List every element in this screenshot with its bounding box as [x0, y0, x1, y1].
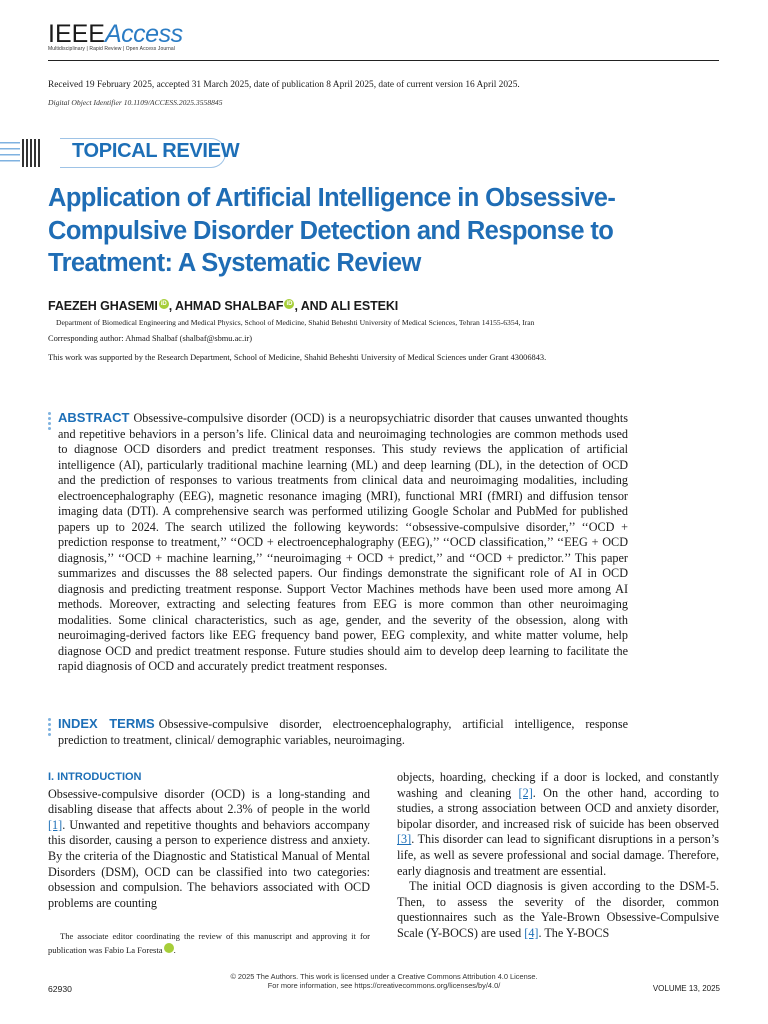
doi-line: Digital Object Identifier 10.1109/ACCESS.2025.3558845	[48, 98, 223, 107]
abstract-dots-icon	[48, 412, 51, 432]
paragraph	[48, 787, 370, 912]
author-list	[48, 299, 398, 313]
author-name: AHMAD SHALBAF	[175, 299, 284, 314]
orcid-icon[interactable]: iD	[284, 299, 294, 309]
citation-link[interactable]: [4]	[524, 925, 539, 940]
body-column-right	[397, 770, 719, 942]
license-line: © 2025 The Authors. This work is licensed under a Creative Commons Attribution 4.0 License.	[230, 972, 538, 981]
journal-logo	[48, 22, 183, 47]
abstract	[58, 410, 628, 675]
index-terms-dots-icon	[48, 718, 51, 738]
abstract-text: Obsessive-compulsive disorder (OCD) is a neuropsychiatric disorder that causes unwanted thoughts and repetitive behaviors in a person’s life. Clinical data and neuroimaging technologies are common methods used to diagnose OCD disorders and predict treatment responses. This study reviews the application of artificial intelligence (AI), particularly traditional machine learning (ML) and deep learning (DL), in the detection of OCD and the prediction of responses to various treatments from clinical data and neuroimaging modalities, including electroencephalography (EEG), magnetic resonance imaging (MRI), functional MRI (fMRI) and diffusion tensor imaging data (DTI). A comprehensive search was performed utilizing Google Scholar and PubMed for published papers up to 2024. The search utilized the following keywords: ‘‘obsessive-compulsive disorder,’’ ‘‘OCD + prediction response to treatment,’’ ‘‘OCD + electroencephalography (EEG),’’ ‘‘OCD classification,’’ ‘‘EEG + OCD diagnosis,’’ ‘‘OCD + machine learning,’’ ‘‘neuroimaging + OCD + predict,’’ and ‘‘OCD + predictor.’’ This paper summarizes and discusses the 88 selected papers. Our findings demonstrate the significant role of AI in OCD diagnosis and predicting treatment response. Support Vector Machines methods have been used more among AI methods. Moreover, extracting and selecting features from EEG is more common than other neuroimaging modalities. Some clinical characteristics, such as age, gender, and the severity of the obsession, along with neuroimaging-derived factors like EEG frequency band power, EEG complexity, and white matter volume, help diagnose OCD and predict treatment response. Future studies should aim to develop deep learning to facilitate the rapid diagnosis of OCD and accurately predict treatment responses.	[58, 411, 628, 673]
body-column-left	[48, 770, 370, 911]
author-separator: ,	[168, 299, 176, 314]
paragraph	[397, 879, 719, 941]
banner-stripes-icon	[0, 137, 40, 169]
topical-review-label: TOPICAL REVIEW	[72, 140, 240, 162]
paper-title: Application of Artificial Intelligence in Obsessive-Compulsive Disorder Detection and Response to Treatment: A Systematic Review	[48, 184, 616, 277]
orcid-icon[interactable]: iD	[164, 943, 174, 953]
paragraph-text: The initial OCD diagnosis is given according to the DSM-5. Then, to assess the severity of the disorder, common questionnaires such as the Yale-Brown Obsessive-Compulsive Scale (Y-BOCS) are used	[397, 879, 719, 940]
editor-footnote: The associate editor coordinating the review of this manuscript and approving it for publication was Fabio La Foresta iD.	[48, 931, 370, 955]
funding-note: This work was supported by the Research Department, School of Medicine, Shahid Beheshti University of Medical Sciences under Grant 43006843.	[48, 353, 547, 362]
citation-link[interactable]: [3]	[397, 832, 412, 847]
paragraph-text: . Unwanted and repetitive thoughts and behaviors accompany this disorder, causing a person to experience distress and anxiety. By the criteria of the Diagnostic and Statistical Manual of Mental Disorders (DSM), OCD can be classified into two categories: obsession and compulsion. The behaviors associated with OCD problems are counting	[48, 817, 370, 910]
paragraph-text: objects, hoarding, checking if a door is locked, and constantly washing and cleaning	[397, 770, 719, 800]
index-terms-text: Obsessive-compulsive disorder, electroencephalography, artificial intelligence, response prediction to treatment, clinical/ demographic variables, neuroimaging.	[58, 717, 628, 747]
orcid-icon[interactable]: iD	[159, 299, 169, 309]
abstract-heading: ABSTRACT	[58, 410, 130, 425]
paragraph	[397, 770, 719, 879]
paragraph-text: . The Y-BOCS	[538, 925, 610, 940]
license-url[interactable]: For more information, see https://creativecommons.org/licenses/by/4.0/	[267, 981, 501, 990]
header-rule	[48, 60, 719, 61]
footnote-text: The associate editor coordinating the review of this manuscript and approving it for publication was Fabio La Foresta	[48, 931, 370, 955]
index-terms-heading: INDEX TERMS	[58, 716, 155, 731]
section-heading: I. INTRODUCTION	[48, 771, 142, 783]
logo-access: Access	[104, 20, 183, 48]
citation-link[interactable]: [2]	[518, 785, 533, 800]
corresponding-author: Corresponding author: Ahmad Shalbaf (shalbaf@sbmu.ac.ir)	[48, 334, 253, 343]
paragraph-text: . This disorder can lead to significant disruptions in a person’s life, as well as severe professional and social damage. Therefore, early diagnosis and treatment are essential.	[397, 832, 719, 878]
author-name: , AND ALI ESTEKI	[294, 299, 399, 314]
received-dates: Received 19 February 2025, accepted 31 March 2025, date of publication 8 April 2025, date of current version 16 April 2025.	[48, 80, 520, 90]
volume-label: VOLUME 13, 2025	[652, 984, 720, 993]
citation-link[interactable]: [1]	[48, 817, 63, 832]
page-number: 62930	[48, 984, 72, 994]
logo-subtitle: Multidisciplinary | Rapid Review | Open Access Journal	[48, 46, 175, 52]
paragraph-text: . On the other hand, according to studies, a strong association between OCD and anxiety disorder, bipolar disorder, and increased risk of suicide has been observed	[397, 785, 719, 831]
affiliation: Department of Biomedical Engineering and Medical Physics, School of Medicine, Shahid Beheshti University of Medical Sciences, Tehran 14155-6354, Iran	[56, 318, 535, 327]
logo-ieee: IEEE	[48, 20, 105, 48]
paragraph-text: Obsessive-compulsive disorder (OCD) is a long-standing and disabling disease that affects about 2.3% of people in the world	[48, 786, 370, 817]
index-terms	[58, 716, 628, 748]
author-name: FAEZEH GHASEMI	[48, 299, 158, 314]
